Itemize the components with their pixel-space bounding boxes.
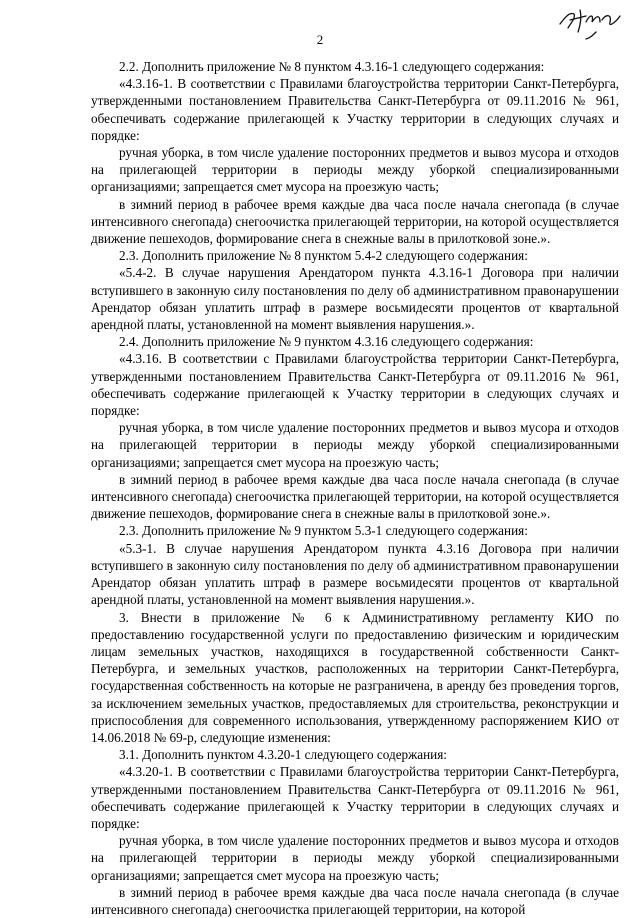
paragraph: 2.4. Дополнить приложение № 9 пунктом 4.3.16 следующего содержания: [119,334,534,350]
paragraph: 3.1. Дополнить пунктом 4.3.20-1 следующего содержания: [119,747,447,763]
document-body [91,58,619,918]
paragraph: в зимний период в рабочее время каждые два часа после начала снегопада (в случае интенсивного снегопада) снегоочистка прилегающей территории, на которой осуществляется движение пешеходов, формирование снега в снежные валы в прилотковой зоне.». [91,471,619,522]
paragraph: 2.3. Дополнить приложение № 8 пунктом 5.4-2 следующего содержания: [119,248,528,264]
paragraph: 2.3. Дополнить приложение № 9 пунктом 5.3-1 следующего содержания: [119,523,528,539]
paragraph: «5.4-2. В случае нарушения Арендатором пункта 4.3.16-1 Договора при наличии вступившего в законную силу постановления по делу об административном правонарушении Арендатор обязан уплатить штраф в размере восьмидесяти процентов от квартальной арендной платы, установленной на момент выявления нарушения.». [91,265,619,333]
paragraph: «4.3.16-1. В соответствии с Правилами благоустройства территории Санкт-Петербурга, утвержденными постановлением Правительства Санкт-Петербурга от 09.11.2016 № 961, обеспечивать содержание прилегающей к Участку территории в следующих случаях и порядке: [91,76,619,143]
page-number: 2 [316,32,324,47]
paragraph: «4.3.16. В соответствии с Правилами благоустройства территории Санкт-Петербурга, утвержденными постановлением Правительства Санкт-Петербурга от 09.11.2016 № 961, обеспечивать содержание прилегающей к Участку территории в следующих случаях и порядке: [91,351,619,419]
paragraph: ручная уборка, в том числе удаление посторонних предметов и вывоз мусора и отходов на прилегающей территории в периоды между уборкой специализированными организациями; запрещается смет мусора на проезжую часть; [91,833,619,883]
paragraph: ручная уборка, в том числе удаление посторонних предметов и вывоз мусора и отходов на прилегающей территории в периоды между уборкой специализированными организациями; запрещается смет мусора на проезжую часть; [91,420,619,470]
paragraph: в зимний период в рабочее время каждые два часа после начала снегопада (в случае интенсивного снегопада) снегоочистка прилегающей территории, на которой осуществляется движение пешеходов, формирование снега в снежные валы в прилотковой зоне.». [91,196,619,247]
paragraph: 3. Внести в приложение № 6 к Административному регламенту КИО по предоставлению государственной услуги по предоставлению физическим и юридическим лицам земельных участков, находящихся в государственной собственности Санкт-Петербурга, и земельных участков, расположенных на территории Санкт-Петербурга, государственная собственность на которые не разграничена, в аренду без проведения торгов, за исключением земельных участков, предоставляемых для строительства, реконструкции и приспособления для современного использования, утвержденному распоряжением КИО от 14.06.2018 № 69-р, следующие изменения: [91,609,619,745]
paragraph: в зимний период в рабочее время каждые два часа после начала снегопада (в случае интенсивного снегопада) снегоочистка прилегающей территории, на которой [91,884,619,917]
signature-icon [556,2,628,40]
paragraph: ручная уборка, в том числе удаление посторонних предметов и вывоз мусора и отходов на прилегающей территории в периоды между уборкой специализированными организациями; запрещается смет мусора на проезжую часть; [91,145,619,195]
paragraph: «5.3-1. В случае нарушения Арендатором пункта 4.3.16 Договора при наличии вступившего в законную силу постановления по делу об административном правонарушении Арендатор обязан уплатить штраф в размере восьмидесяти процентов от квартальной арендной платы, установленной на момент выявления нарушения.». [91,540,619,608]
handwritten-signature [556,2,628,45]
paragraph: «4.3.20-1. В соответствии с Правилами благоустройства территории Санкт-Петербурга, утвержденными постановлением Правительства Санкт-Петербурга от 09.11.2016 № 961, обеспечивать содержание прилегающей к Участку территории в следующих случаях и порядке: [91,764,619,831]
paragraph: 2.2. Дополнить приложение № 8 пунктом 4.3.16-1 следующего содержания: [119,59,545,74]
